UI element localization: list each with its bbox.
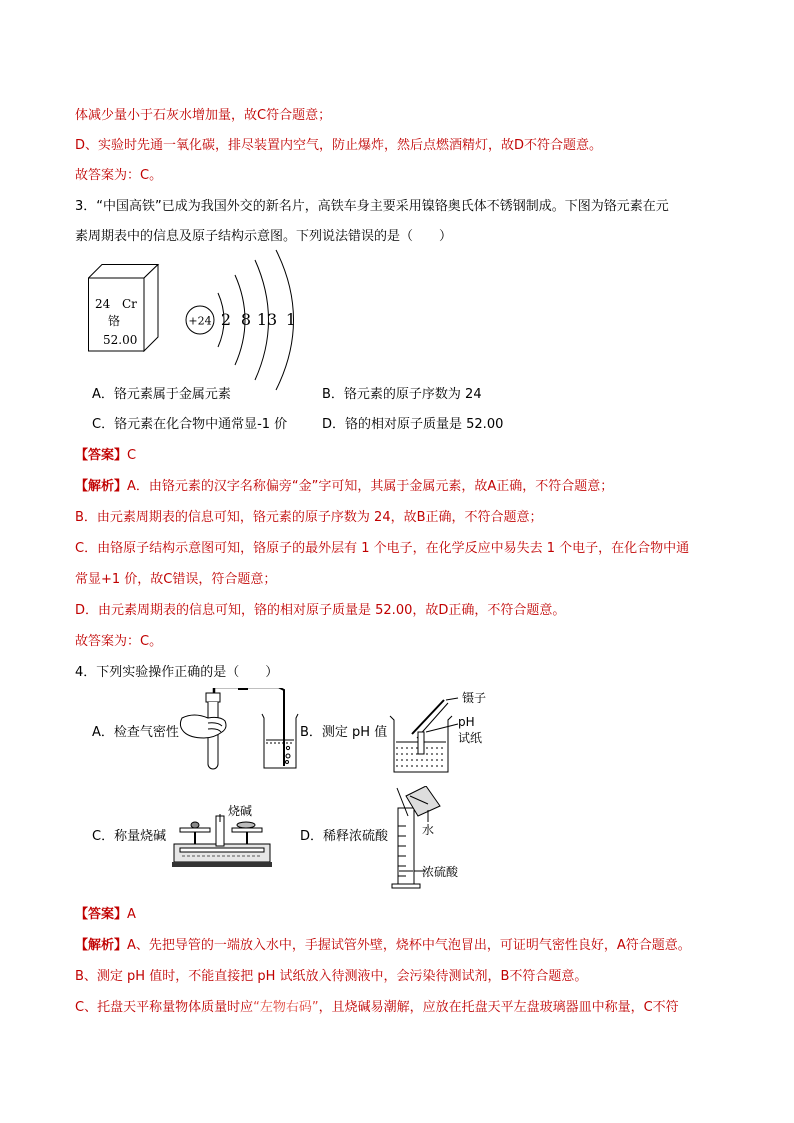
question-4-stem: 4．下列实验操作正确的是（ ） (75, 665, 279, 680)
text-line: D、实验时先通一氧化碳，排尽装置内空气，防止爆炸，然后点燃酒精灯，故D不符合题意。 (75, 138, 603, 153)
shell-1-electrons: 2 (220, 310, 232, 329)
ph-measurement-figure (388, 688, 498, 778)
analysis-line (75, 999, 679, 1017)
question-3-stem-line-1: 3．“中国高铁”已成为我国外交的新名片，高铁车身主要采用镍铬奥氏体不锈钢制成。下图为铬元素在元 (75, 199, 669, 214)
shell-3-electrons: 13 (256, 310, 278, 329)
nucleus-charge: +24 (188, 314, 212, 328)
analysis-text: A．由铬元素的汉字名称偏旁“金”字可知，其属于金属元素，故A正确，不符合题意； (127, 479, 614, 494)
analysis-line (75, 478, 613, 496)
shell-2-electrons: 8 (240, 310, 252, 329)
element-symbol: Cr (122, 297, 137, 311)
balance-figure (170, 800, 280, 870)
figure-a-label: A．检查气密性 (92, 725, 179, 740)
water-label: 水 (422, 823, 435, 837)
figure-d-label: D．稀释浓硫酸 (300, 829, 389, 844)
answer-line (75, 906, 136, 924)
analysis-line (75, 937, 691, 955)
analysis-tag: 【解析】 (75, 938, 128, 953)
analysis-line: B．由元素周期表的信息可知，铬元素的原子序数为 24，故B正确，不符合题意； (75, 510, 543, 525)
text-line: 体减少量小于石灰水增加量，故C符合题意； (75, 108, 332, 123)
figure-b-label: B．测定 pH 值 (300, 725, 388, 740)
option-c: C．铬元素在化合物中通常显-1 价 (92, 417, 288, 432)
answer-value: C (127, 448, 137, 463)
answer-tag: 【答案】 (75, 448, 128, 463)
analysis-text: ，且烧碱易潮解，应放在托盘天平左盘玻璃器皿中称量，C不符 (318, 1000, 679, 1015)
element-name: 铬 (108, 314, 121, 328)
caustic-soda-label: 烧碱 (228, 804, 253, 818)
analysis-line: D．由元素周期表的信息可知，铬的相对原子质量是 52.00，故D正确，不符合题意。 (75, 603, 566, 618)
answer-tag: 【答案】 (75, 907, 128, 922)
conc-acid-label: 浓硫酸 (422, 865, 459, 879)
question-3-stem-line-2: 素周期表中的信息及原子结构示意图。下列说法错误的是（ ） (75, 229, 453, 244)
ph-paper-label-line-1: pH (458, 715, 475, 729)
option-a: A．铬元素属于金属元素 (92, 387, 231, 402)
dilution-figure (388, 786, 498, 890)
analysis-line: B、测定 pH 值时，不能直接把 pH 试纸放入待测液中，会污染待测试剂，B不符合题意。 (75, 969, 588, 984)
periodic-table-tile (88, 264, 168, 352)
analysis-line: 故答案为：C。 (75, 634, 163, 649)
figure-c-label: C．称量烧碱 (92, 829, 167, 844)
text-line: 故答案为：C。 (75, 168, 163, 183)
analysis-line: C．由铬原子结构示意图可知，铬原子的最外层有 1 个电子，在化学反应中易失去 1 个电子，在化合物中通 (75, 541, 690, 556)
analysis-text: C、托盘天平称量物体质量时应 (75, 1000, 254, 1015)
shell-4-electrons: 1 (285, 310, 297, 329)
answer-line (75, 447, 136, 465)
atomic-number: 24 (95, 297, 111, 311)
atomic-mass: 52.00 (103, 333, 138, 347)
answer-value: A (127, 907, 136, 922)
option-b: B．铬元素的原子序数为 24 (322, 387, 482, 402)
atomic-structure-diagram (180, 248, 320, 394)
airtightness-check-figure (170, 688, 310, 778)
option-d: D．铬的相对原子质量是 52.00 (322, 417, 504, 432)
analysis-text: A、先把导管的一端放入水中，手握试管外壁，烧杯中气泡冒出，可证明气密性良好，A符合题意。 (127, 938, 691, 953)
tweezers-label: 镊子 (462, 691, 487, 705)
analysis-line: 常显+1 价，故C错误，符合题意； (75, 572, 277, 587)
analysis-tag: 【解析】 (75, 479, 128, 494)
ph-paper-label-line-2: 试纸 (458, 731, 483, 745)
quoted-rule: “左物右码” (253, 1000, 319, 1015)
